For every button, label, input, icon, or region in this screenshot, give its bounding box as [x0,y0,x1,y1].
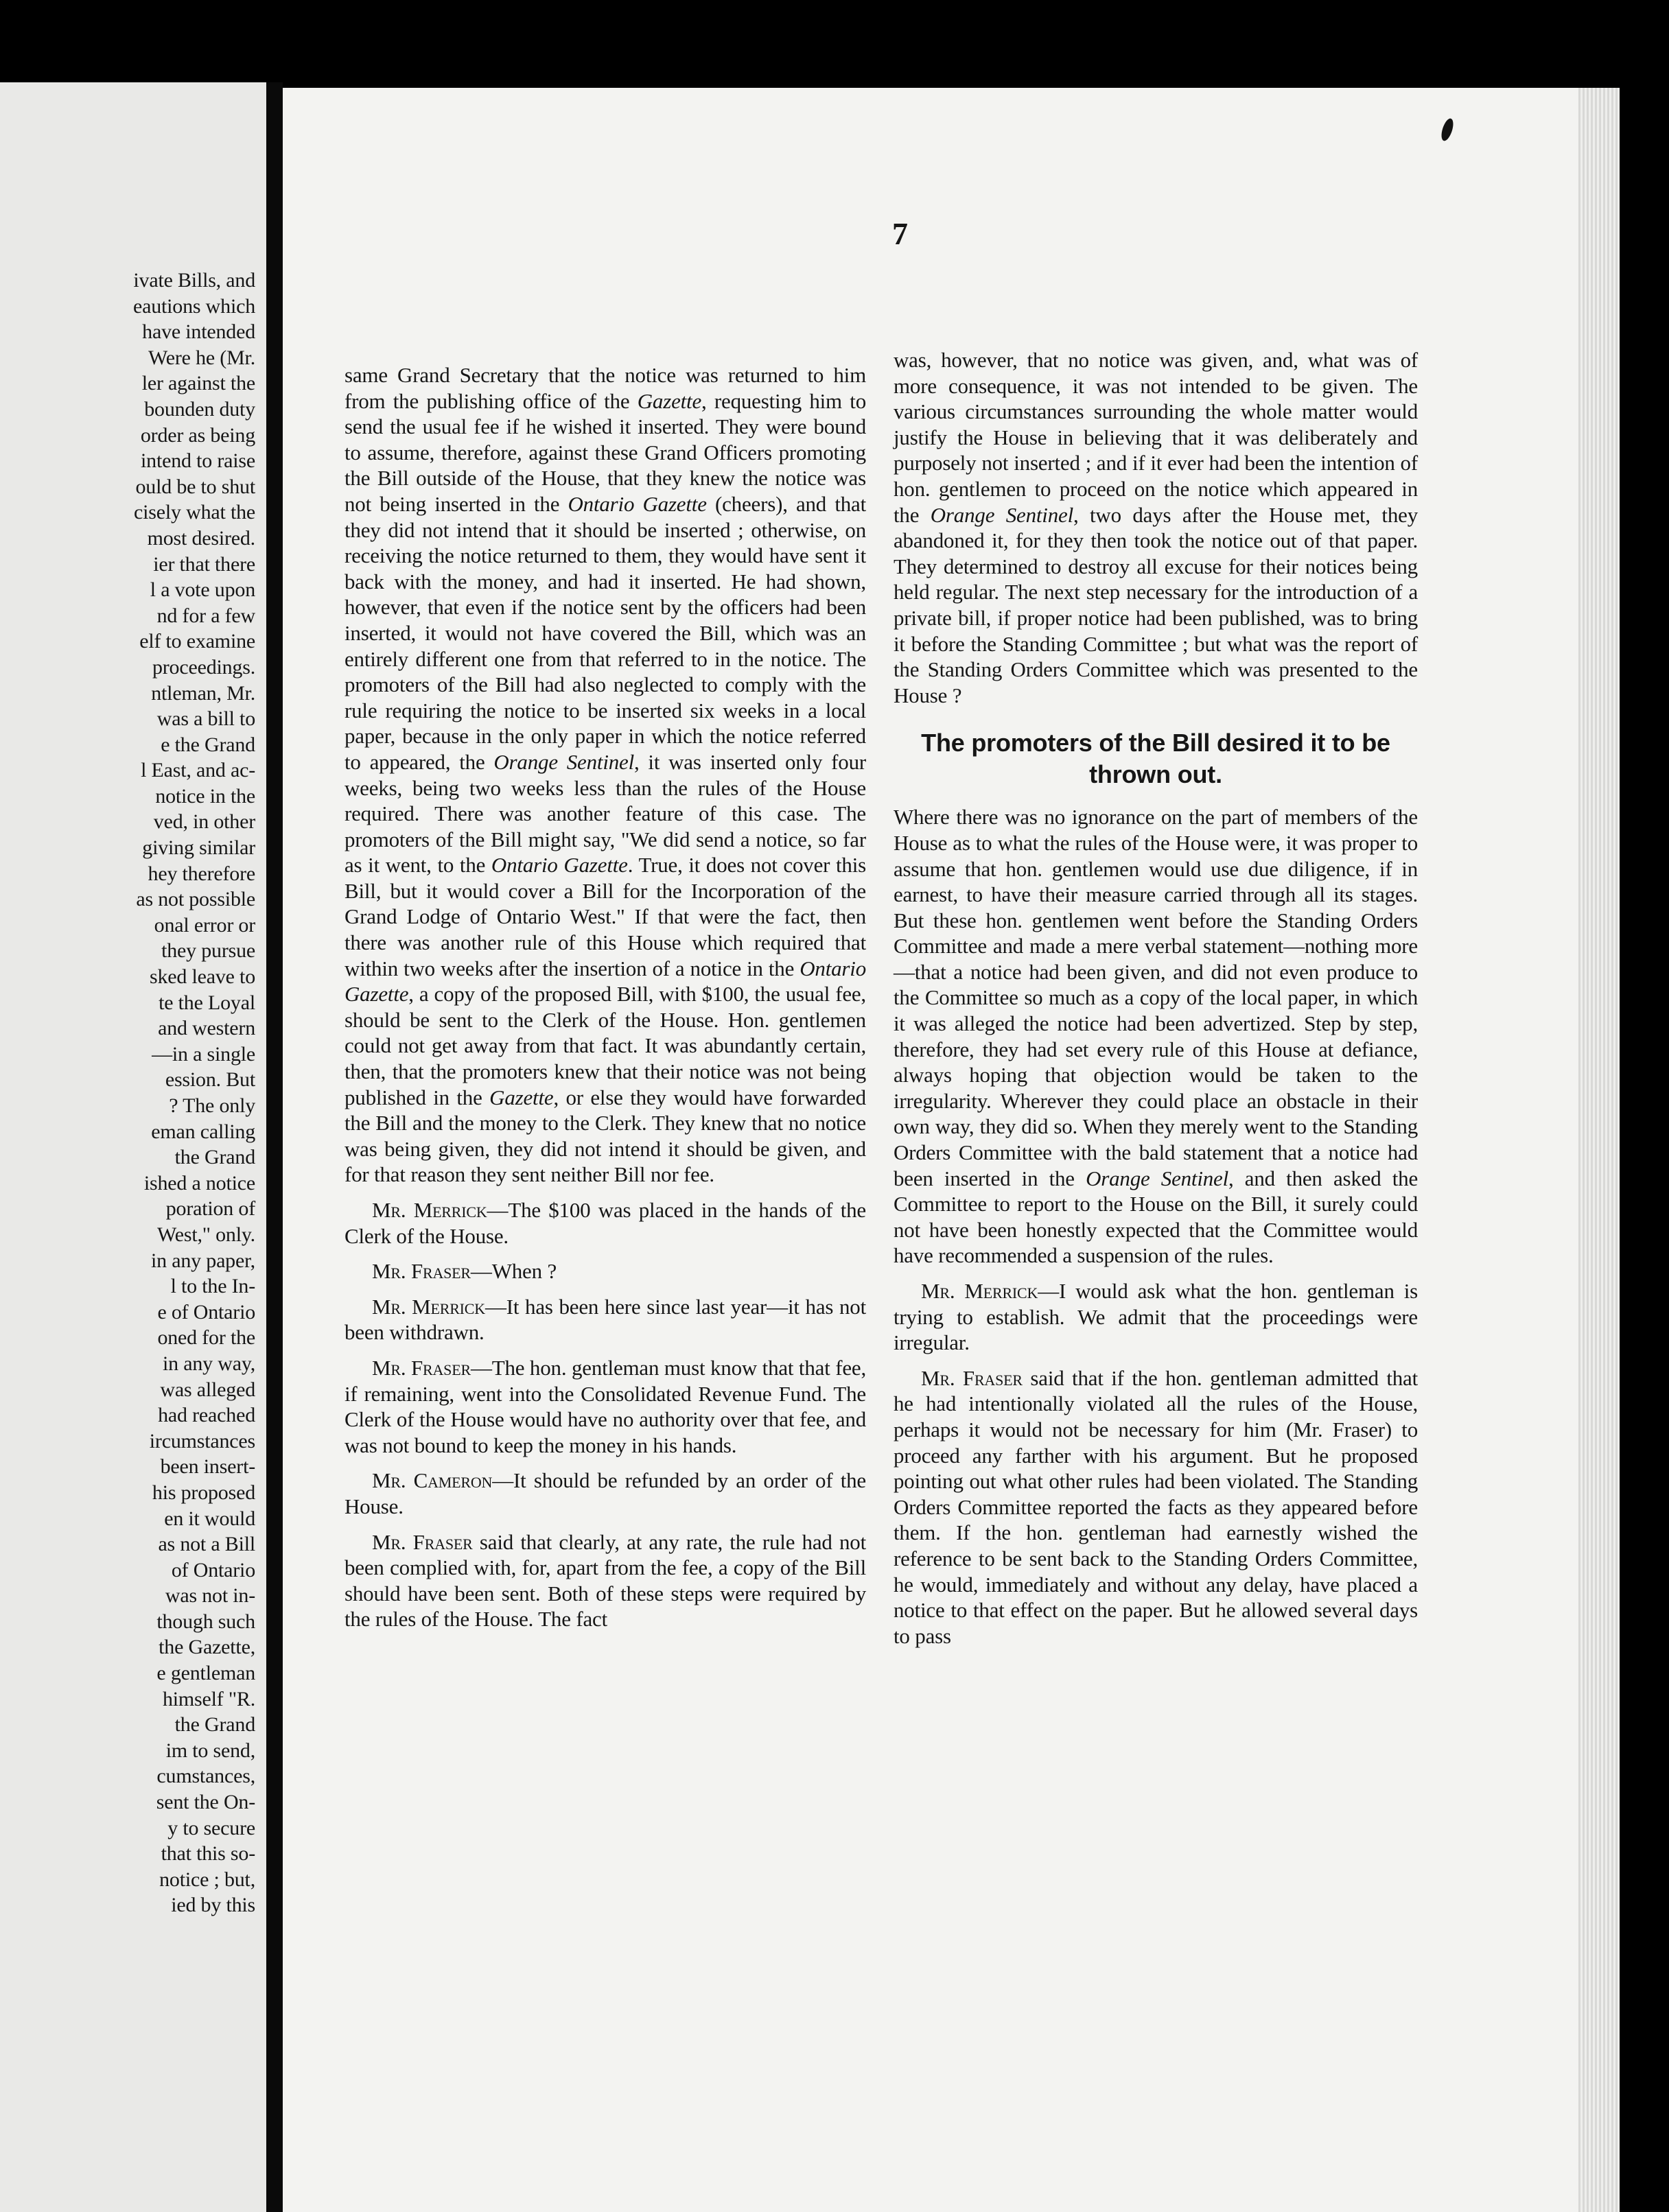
facing-page-line: the Grand [174,1146,255,1169]
facing-page-line: giving similar [142,836,255,860]
facing-page-line: and western [158,1017,255,1040]
facing-page-line: nd for a few [156,604,255,627]
facing-page-line: though such [156,1610,255,1633]
book-gutter [266,82,283,2212]
facing-page-line: ould be to shut [135,475,255,498]
speaker-name: Mr. Cameron [372,1468,493,1493]
paragraph: Mr. Fraser—The hon. gentleman must know that that fee, if remaining, went into the Consolidated Revenue Fund. The Clerk of the House would have no authority over that fee, and was not bound to keep the money in his hands. [345,1355,867,1457]
page-number: 7 [892,216,908,251]
facing-page-line: notice in the [155,784,255,808]
facing-page-line: e the Grand [161,733,255,756]
facing-page-line: te the Loyal [159,991,255,1014]
facing-page-line: intend to raise [141,449,255,473]
facing-page-line: ier that there [153,552,255,576]
facing-page-line: cisely what the [134,501,255,524]
paragraph: Mr. Merrick—It has been here since last year—it has not been withdrawn. [345,1294,866,1345]
paragraph: same Grand Secretary that the notice was returned to him from the publishing office of the Gazette, requesting him to send the usual fee if he wished it inserted. They were bound to assume, therefore, against these Grand Officers promoting the Bill outside of the House, that they knew the notice was not being inserted in the Ontario Gazette (cheers), and that they did not intend that it should be inserted ; otherwise, on receiving the notice returned to them, they would have sent it back with the money, and had it inserted. He had shown, however, that even if the notice sent by the officers had been inserted, it would not have covered the Bill, which was an entirely different one from that referred to in the notice. The promoters of the Bill had also neglected to comply with the rule requiring the notice to be inserted six weeks in a local paper, because in the only paper in which the notice referred to appeared, the Orange Sentinel, it was inserted only four weeks, being two weeks less than the rules of the House required. There was another feature of this case. The promoters of the Bill might say, "We did send a notice, so far as it went, to the Ontario Gazette. True, it does not cover this Bill, but it would cover a Bill for the Incorporation of the Grand Lodge of Ontario West." If that were the fact, then there was another rule of this House which required that within two weeks after the insertion of a notice in the Ontario Gazette, a copy of the proposed Bill, with $100, the usual fee, should be sent to the Clerk of the House. Hon. gentlemen could not get away from that fact. It was abundantly certain, then, that the promoters knew that their notice was not being published in the Gazette, or else they would have forwarded the Bill and the money to the Clerk. They knew that no notice was being given, they did not intend it should be given, and for that reason they sent neither Bill nor fee. [345,363,867,1187]
facing-page-line: onal error or [154,913,255,937]
facing-page-line: eman calling [151,1120,255,1143]
facing-page-line: the Grand [174,1713,255,1737]
speaker-name: Mr. Merrick [921,1279,1038,1303]
facing-page-line: ntleman, Mr. [151,681,255,705]
facing-page-line: hey therefore [148,862,255,885]
facing-page-line: West," only. [157,1223,255,1246]
facing-page-line: was not in- [165,1584,255,1608]
speaker-name: Mr. Merrick [372,1198,487,1222]
speaker-name: Mr. Fraser [372,1259,471,1284]
facing-page-line: im to send, [165,1739,255,1762]
facing-page-line: ved, in other [153,810,255,834]
section-heading: The promoters of the Bill desired it to be thrown out. [921,729,1390,789]
facing-page-line: his proposed [152,1481,255,1504]
facing-page-line: ied by this [171,1894,255,1917]
facing-page-line: proceedings. [152,655,255,679]
speaker-name: Mr. Fraser [372,1529,473,1554]
paragraph: Mr. Merrick—I would ask what the hon. gentleman is trying to establish. We admit that the proceedings were irregular. [894,1279,1418,1355]
facing-page-line: ished a notice [143,1171,255,1195]
facing-page-line: was alleged [160,1378,255,1401]
facing-page-line: oned for the [157,1326,255,1350]
paragraph: Mr. Fraser said that clearly, at any rate, the rule had not been complied with, for, apart from the fee, a copy of the Bill should have been sent. Both of these steps were required by the rules of the House. The fact [345,1529,867,1632]
facing-page-line: as not possible [136,888,255,911]
facing-page-line: order as being [140,423,255,447]
facing-page-text [0,268,255,1918]
facing-page-line: bounden duty [144,397,255,421]
facing-page-line: most desired. [147,526,255,550]
facing-page-line: in any paper, [151,1249,255,1272]
ink-mark [1439,117,1456,143]
paragraph: was, however, that no notice was given, and, what was of more consequence, it was not intended to be given. The various circumstances surrounding the whole matter would justify the House in believing that it was deliberately and purposely not inserted ; and if it ever had been the intention of hon. gentlemen to proceed on the notice which appeared in the Orange Sentinel, two days after the House met, they abandoned it, for they then took the notice out of that paper. They determined to destroy all excuse for their notices being held regular. The next step necessary for the introduction of a private bill, if proper notice had been published, was to bring it before the Standing Committee ; but what was the report of the Standing Orders Committee which was presented to the House ? [894,348,1418,707]
facing-page-line: was a bill to [156,707,255,731]
facing-page-line: in any way, [163,1352,255,1375]
facing-page-line: ircumstances [149,1429,255,1452]
facing-page-line: have intended [142,320,255,344]
facing-page-line: ession. But [165,1068,255,1092]
facing-page-line: ler against the [141,372,255,395]
facing-page-line: eautions which [133,294,255,318]
facing-page-line: had reached [158,1404,255,1427]
page-edge [1578,88,1620,2212]
facing-page-line: l to the In- [170,1275,255,1298]
speaker-name: Mr. Fraser [372,1355,471,1380]
facing-page-line: notice ; but, [159,1868,255,1891]
facing-page-line: poration of [165,1197,255,1221]
facing-page-line: e of Ontario [157,1300,255,1323]
facing-page-line: y to secure [167,1816,255,1839]
facing-page-line: ? The only [169,1094,255,1117]
paragraph: Mr. Fraser—When ? [372,1259,557,1284]
facing-page-line: they pursue [161,939,255,963]
facing-page-line: ivate Bills, and [133,269,255,292]
facing-page-fragment [0,82,266,2212]
facing-page-line: that this so- [161,1842,255,1866]
middle-column [345,362,866,1632]
facing-page-line: of Ontario [171,1558,255,1581]
facing-page-line: sked leave to [149,965,255,989]
facing-page-line: cumstances, [156,1765,255,1788]
facing-page-line: been insert- [160,1455,255,1479]
facing-page-line: en it would [164,1507,255,1530]
facing-page-line: e gentleman [156,1662,255,1685]
facing-page-line: l a vote upon [150,578,255,602]
facing-page-line: —in a single [152,1042,255,1066]
facing-page-line: sent the On- [156,1791,255,1814]
right-column [894,347,1418,1649]
facing-page-line: Were he (Mr. [148,346,255,369]
speaker-name: Mr. Merrick [372,1294,485,1319]
speaker-name: Mr. Fraser [921,1365,1023,1390]
paragraph: Where there was no ignorance on the part of members of the House as to what the rules of the House were, it was proper to assume that hon. gentlemen would use due diligence, if in earnest, to have their measure carried through all its stages. But these hon. gentlemen went before the Standing Orders Committee and made a mere verbal statement—nothing more—that a notice had been given, and did not even produce to the Committee so much as a copy of the local paper, in which it was alleged the notice had been advertized. Step by step, therefore, they had set every rule of this House at defiance, always hoping that objection would be taken to the irregularity. Wherever they could place an obstacle in their own way, they did so. When they merely went to the Standing Orders Committee with the bald statement that a notice had been inserted in the Orange Sentinel, and then asked the Committee to report to the House on the Bill, it surely could not have been honestly expected that the Committee would have recommended a suspension of the rules. [894,805,1419,1268]
paragraph: Mr. Merrick—The $100 was placed in the hands of the Clerk of the House. [345,1198,866,1248]
page [283,88,1620,2212]
facing-page-line: l East, and ac- [141,759,255,782]
facing-page-line: himself "R. [162,1687,255,1710]
facing-page-line: the Gazette, [159,1636,255,1659]
facing-page-line: elf to examine [139,630,255,653]
facing-page-line: as not a Bill [158,1533,255,1556]
paragraph: Mr. Fraser said that if the hon. gentleman admitted that he had intentionally violated all the rules of the House, perhaps it would not be necessary for him (Mr. Fraser) to proceed any farther with his argument. But he proposed pointing out what other rules had been violated. The Standing Orders Committee reported the facts as they appeared before them. If the hon. gentleman had earnestly wished the reference to be sent back to the Standing Orders Committee, he would, immediately and without any delay, have placed a notice to that effect on the paper. But he allowed several days to pass [894,1365,1419,1648]
paragraph: Mr. Cameron—It should be refunded by an order of the House. [345,1468,866,1518]
